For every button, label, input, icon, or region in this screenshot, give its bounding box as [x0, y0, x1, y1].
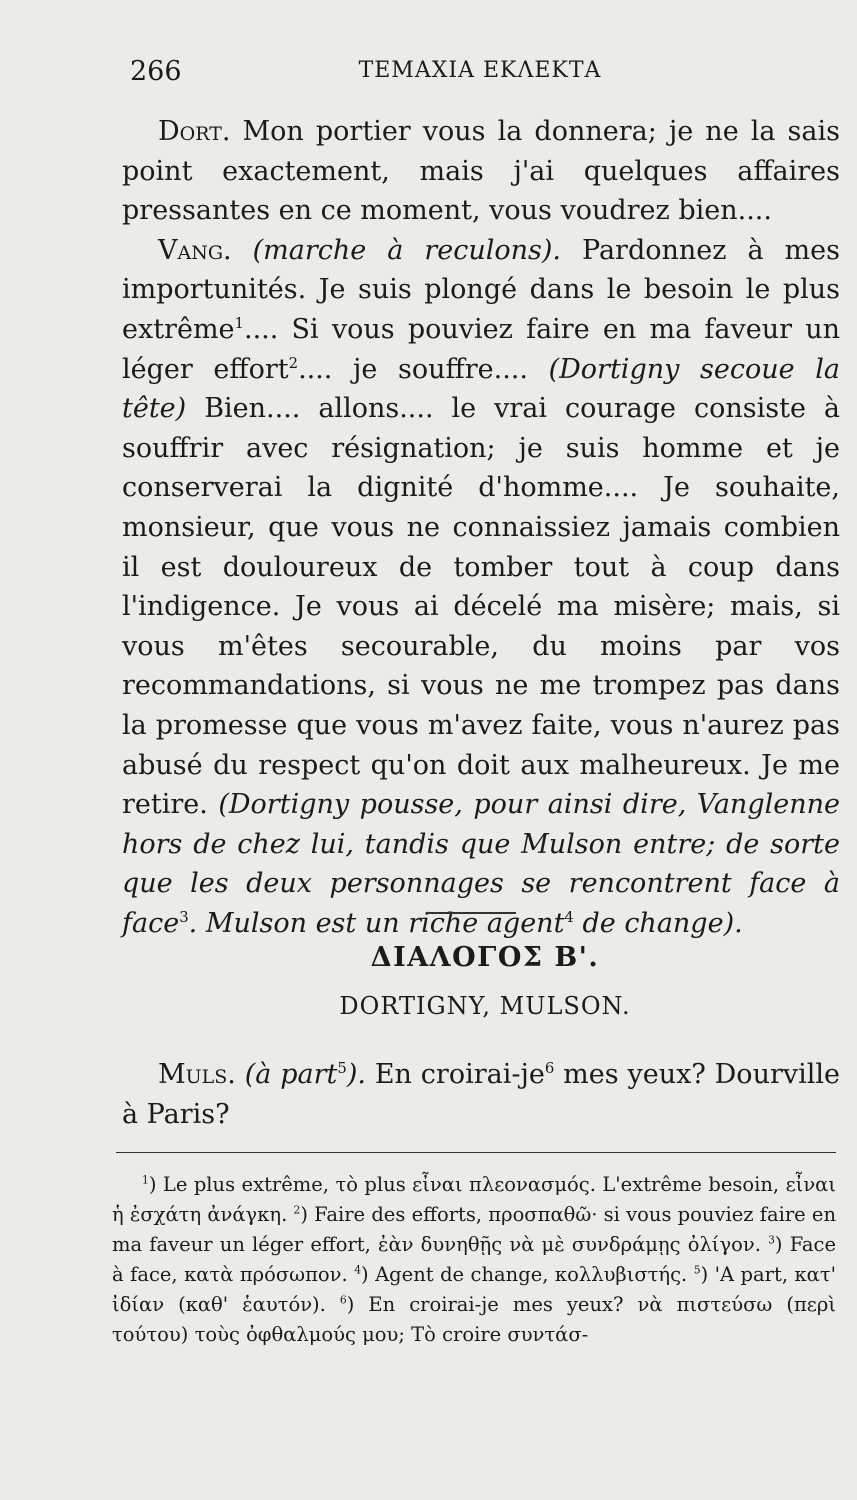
footnote-4: ) Agent de change, κολλυβιστής.: [361, 1263, 688, 1286]
footnote-ref-4: 4: [564, 907, 574, 926]
vanglenne-line-b: ....: [243, 313, 279, 345]
footnote-mark-1: 1: [142, 1173, 149, 1187]
stage-direction-a-part-close: ).: [346, 1059, 366, 1090]
vanglenne-line-d: .... je souffre....: [298, 353, 528, 385]
stage-direction-dortigny: (Dortigny secoue la tête): [122, 353, 840, 425]
mulson-line-b: mes yeux? Dourville à Paris?: [122, 1059, 840, 1130]
stage-direction-final-c: de change).: [582, 907, 743, 939]
footnote-3: ) Face à face, κατὰ πρόσωπον.: [112, 1233, 837, 1286]
page-header: [130, 56, 830, 92]
footnote-divider: [116, 1152, 836, 1153]
footnote-block: [112, 1170, 836, 1350]
page-number: 266: [130, 56, 182, 87]
footnotes: [112, 1170, 836, 1350]
footnote-ref-2: 2: [288, 353, 299, 372]
stage-direction-final-b: . Mulson est un riche agent: [188, 907, 565, 939]
speaker-dortigny: Dort.: [158, 116, 231, 147]
dortigny-line: Mon portier vous la donnera; je ne la sais point exactement, mais j'ai quelques affaires pressantes en ce moment, vous voudrez bien....: [122, 116, 840, 227]
stage-direction-reculons: (marche à reculons).: [252, 234, 561, 266]
running-title: ΤΕΜΑΧΙΑ ΕΚΛΕΚΤΑ: [358, 58, 602, 83]
mulson-paragraph: [122, 1055, 840, 1134]
footnote-ref-3: 3: [179, 907, 189, 926]
footnote-ref-1: 1: [234, 313, 244, 332]
vanglenne-line-a: Pardonnez à mes importunités. Je suis plongé dans le besoin le plus extrême: [122, 234, 840, 345]
footnote-ref-6: 6: [544, 1059, 555, 1077]
vanglenne-paragraph: [122, 231, 840, 944]
footnote-ref-5: 5: [337, 1059, 347, 1077]
footnote-mark-5: 5: [693, 1263, 701, 1277]
footnote-6: ) En croirai-je mes yeux? νὰ πιστεύσω (περὶ τούτου) τοὺς ὀφθαλμούς μου; Τὸ croire συντάσ-: [112, 1293, 836, 1346]
mulson-line-a: En croirai-je: [374, 1059, 545, 1090]
dialogue-characters: DORTIGNY, MULSON.: [339, 992, 631, 1020]
speaker-mulson: Muls.: [158, 1059, 236, 1090]
scene-one-text: [122, 112, 840, 943]
stage-direction-a-part: (à part: [244, 1059, 338, 1090]
scene-two-text: [122, 1055, 840, 1134]
footnote-5: ) 'A part, κατ' ἰδίαν (καθ' ἑαυτόν).: [112, 1263, 836, 1316]
footnote-mark-3: 3: [768, 1233, 775, 1247]
vanglenne-line-c: Si vous pouviez faire en ma faveur un léger effort: [122, 313, 840, 385]
footnote-mark-4: 4: [354, 1263, 362, 1277]
section-divider: [426, 912, 516, 914]
stage-direction-final-a: (Dortigny pousse, pour ainsi dire, Vanglenne hors de chez lui, tandis que Mulson entre; de sorte que les deux personnages se rencontrent face à face: [122, 789, 840, 939]
dortigny-paragraph: [122, 112, 840, 231]
footnote-mark-6: 6: [339, 1293, 347, 1307]
dialogue-title: ΔΙΑΛΟΓΟΣ Β'.: [370, 942, 600, 973]
vanglenne-line-e: Bien.... allons.... le vrai courage consiste à souffrir avec résignation; je suis homme et je conserverai la dignité d'homme.... Je souhaite, monsieur, que vous ne connaissiez jamais combien il est douloureux de tomber tout à coup dans l'indigence. Je vous ai décelé ma misère; mais, si vous m'êtes secourable, du moins par vos recommandations, si vous ne me trompez pas dans la promesse que vous m'avez faite, vous n'aurez pas abusé du respect qu'on doit aux malheureux. Je me retire.: [122, 393, 840, 821]
speaker-vanglenne: Vang.: [158, 234, 232, 266]
footnote-1: ) Le plus extrême, τὸ plus εἶναι πλεονασμός. L'extrême besoin, εἶναι ἡ ἐσχάτη ἀνάγκη.: [112, 1173, 836, 1226]
footnote-2: ) Faire des efforts, προσπαθῶ· si vous pouviez faire en ma faveur un léger effort, ἐὰν δυνηθῇς νὰ μὲ συνδράμῃς ὀλίγον.: [112, 1203, 837, 1256]
footnote-mark-2: 2: [293, 1203, 301, 1217]
